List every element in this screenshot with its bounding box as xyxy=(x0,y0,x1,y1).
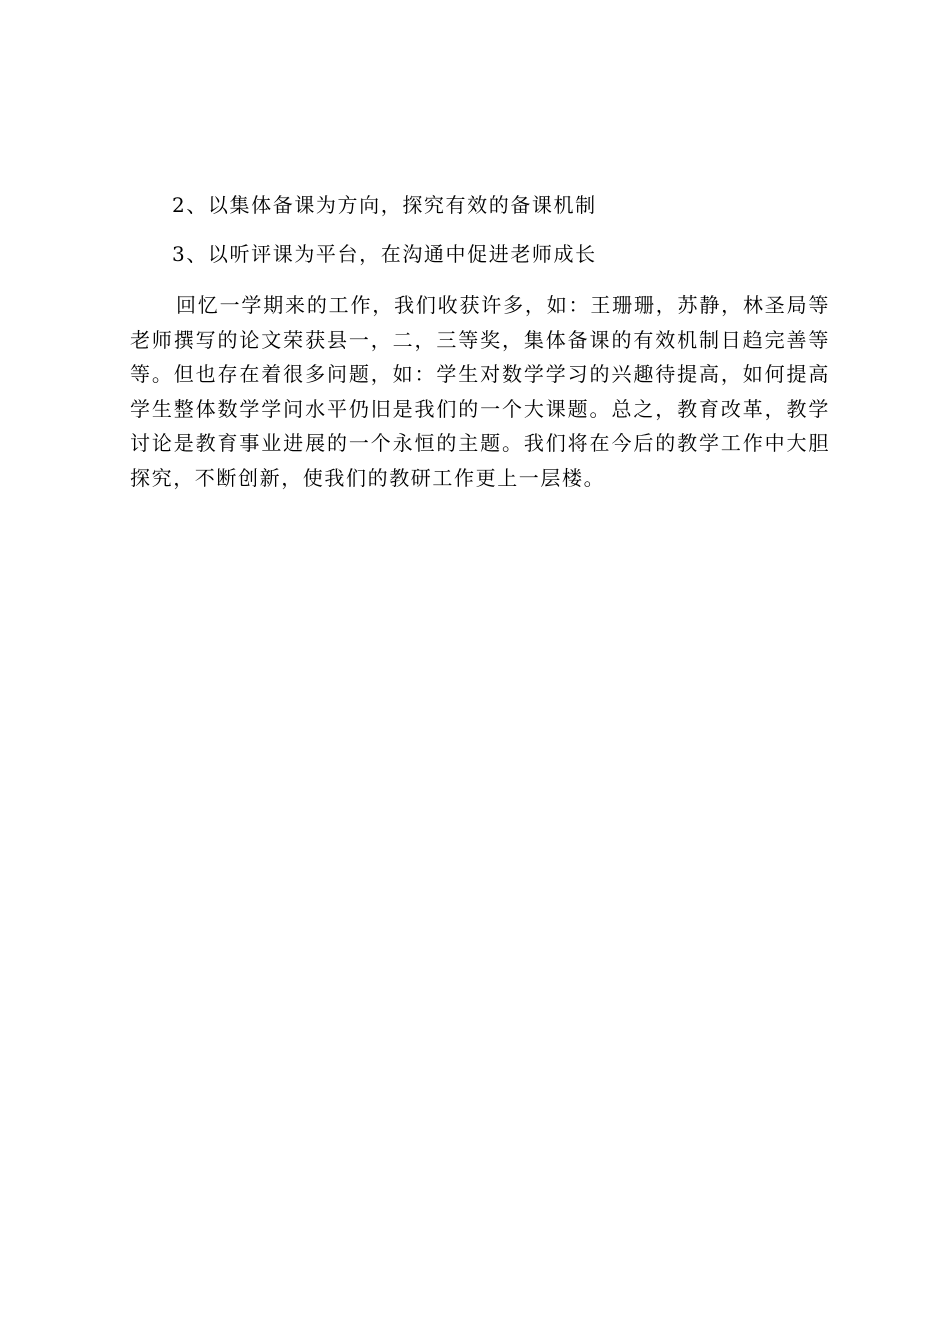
summary-paragraph: 回忆一学期来的工作，我们收获许多，如：王珊珊，苏静，林圣局等老师撰写的论文荣获县一，二，三等奖，集体备课的有效机制日趋完善等等。但也存在着很多问题，如：学生对数学学习的兴趣待提高，如何提高学生整体数学学问水平仍旧是我们的一个大课题。总之，教育改革，教学讨论是教育事业进展的一个永恒的主题。我们将在今后的教学工作中大胆探究，不断创新，使我们的教研工作更上一层楼。 xyxy=(130,293,830,490)
list-item-lesson-observation: 3、以听评课为平台，在沟通中促进老师成长 xyxy=(172,242,597,266)
list-item-collective-lesson-planning: 2、以集体备课为方向，探究有效的备课机制 xyxy=(172,193,597,217)
